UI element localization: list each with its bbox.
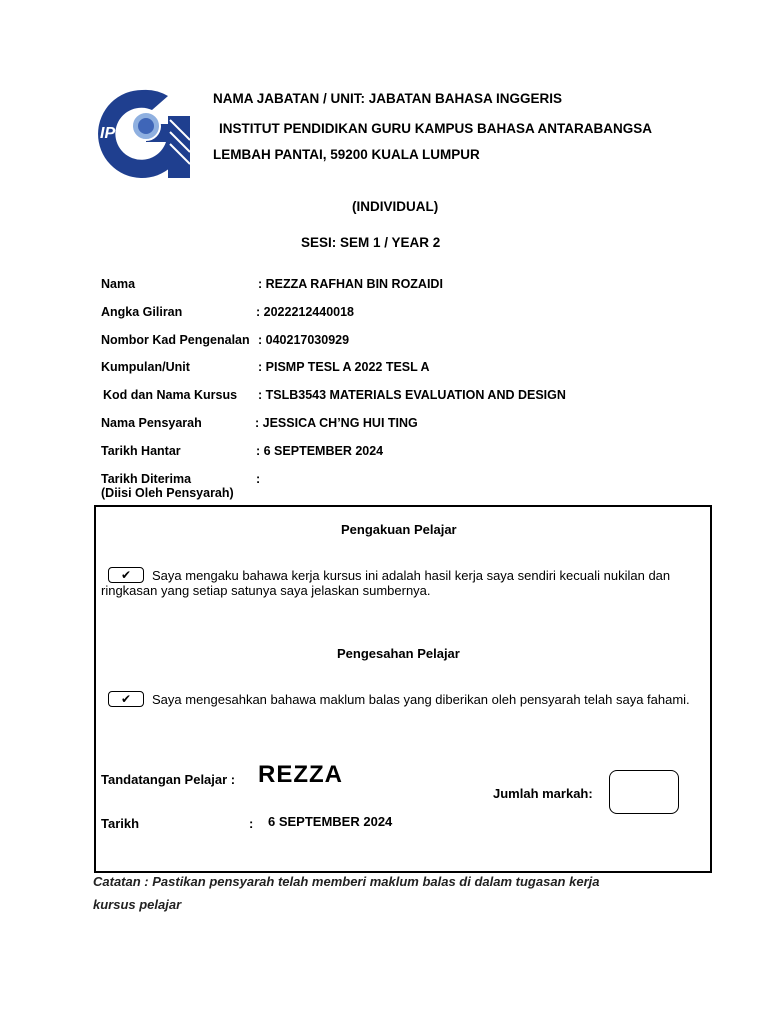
acknowledge-text: Saya mengaku bahawa kerja kursus ini adalah hasil kerja saya sendiri kecuali nukilan dan ringkasan yang setiap satunya saya jelaskan sumbernya. [101, 568, 671, 598]
student-signature: REZZA [258, 761, 343, 788]
address-line: LEMBAH PANTAI, 59200 KUALA LUMPUR [213, 147, 480, 162]
detail-sublabel-tarikh-diterima: (Diisi Oleh Pensyarah) [101, 486, 234, 500]
detail-value-pensyarah: : JESSICA CH’NG HUI TING [255, 416, 418, 430]
detail-label-kumpulan: Kumpulan/Unit [101, 360, 190, 374]
marks-label: Jumlah markah: [493, 786, 593, 801]
detail-value-tarikh-diterima: : [256, 472, 261, 486]
acknowledge-checkbox[interactable]: ✔ [108, 567, 144, 583]
detail-label-pensyarah: Nama Pensyarah [101, 416, 202, 430]
detail-label-tarikh-diterima: Tarikh Diterima [101, 472, 192, 486]
confirm-title: Pengesahan Pelajar [337, 646, 460, 661]
confirm-text: Saya mengesahkan bahawa maklum balas yang diberikan oleh pensyarah telah saya fahami. [152, 692, 690, 707]
session-line: SESI: SEM 1 / YEAR 2 [301, 235, 441, 250]
mode-line: (INDIVIDUAL) [352, 199, 439, 214]
detail-value-tarikh-hantar: : 6 SEPTEMBER 2024 [256, 444, 384, 458]
detail-value-kursus: : TSLB3543 MATERIALS EVALUATION AND DESIGN [258, 388, 566, 402]
detail-label-kursus: Kod dan Nama Kursus [103, 388, 238, 402]
detail-label-angka-giliran: Angka Giliran [101, 305, 183, 319]
declaration-box [94, 505, 712, 873]
detail-label-tarikh-hantar: Tarikh Hantar [101, 444, 181, 458]
institute-line: INSTITUT PENDIDIKAN GURU KAMPUS BAHASA ANTARABANGSA [219, 121, 652, 136]
marks-input-box[interactable] [609, 770, 679, 814]
note-line-1: Catatan : Pastikan pensyarah telah memberi maklum balas di dalam tugasan kerja [93, 874, 600, 889]
date-label: Tarikh [101, 816, 140, 831]
detail-value-angka-giliran: : 2022212440018 [256, 305, 355, 319]
acknowledge-title: Pengakuan Pelajar [341, 522, 457, 537]
department-line: NAMA JABATAN / UNIT: JABATAN BAHASA INGGERIS [213, 91, 562, 106]
signature-label: Tandatangan Pelajar : [101, 772, 236, 787]
ipg-logo [94, 86, 190, 178]
detail-label-kad-pengenalan: Nombor Kad Pengenalan [101, 333, 250, 347]
detail-value-kad-pengenalan: : 040217030929 [258, 333, 350, 347]
logo-text: IPG [100, 125, 128, 142]
detail-label-nama: Nama [101, 277, 136, 291]
detail-value-kumpulan: : PISMP TESL A 2022 TESL A [258, 360, 430, 374]
detail-value-nama: : REZZA RAFHAN BIN ROZAIDI [258, 277, 443, 291]
confirm-checkbox[interactable]: ✔ [108, 691, 144, 707]
note-line-2: kursus pelajar [93, 897, 182, 912]
date-colon: : [249, 816, 254, 831]
date-value: 6 SEPTEMBER 2024 [268, 814, 393, 829]
